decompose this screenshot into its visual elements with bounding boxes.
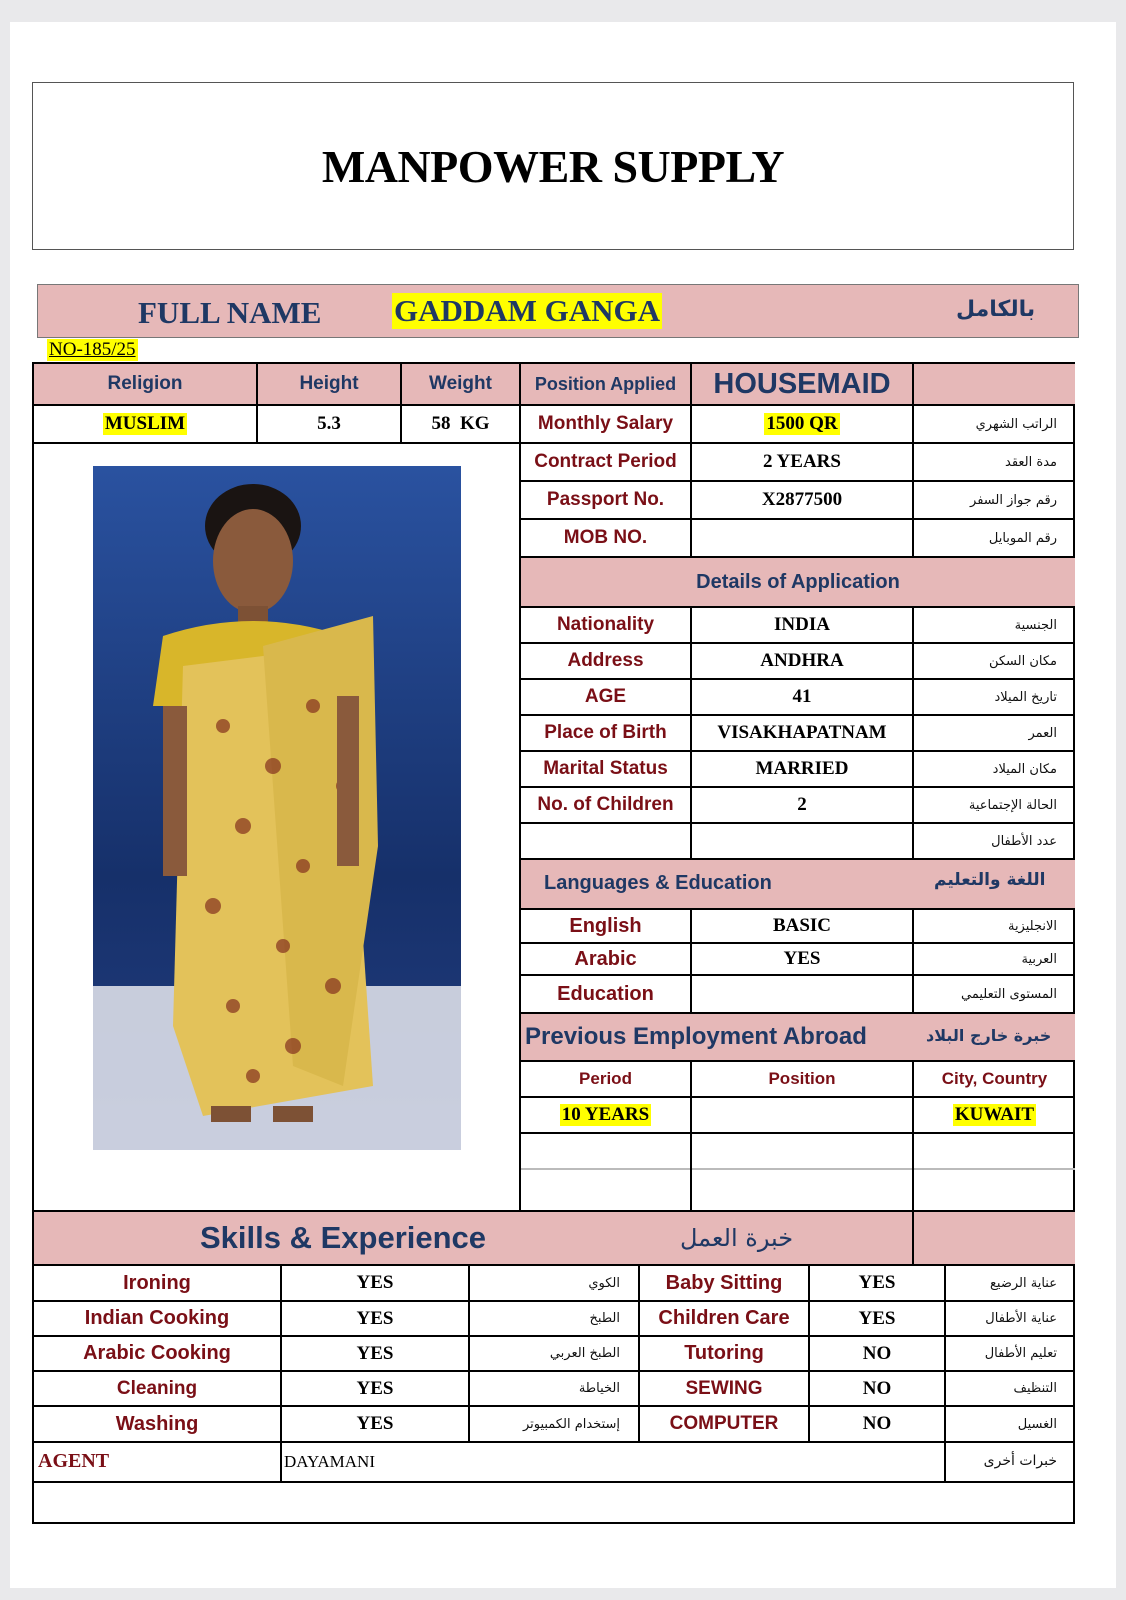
religion-header: Religion xyxy=(107,373,183,394)
skill-value-tutoring: NO xyxy=(862,1342,892,1364)
prev-position-value-2 xyxy=(692,1134,912,1168)
skill-arabic-ironing: الكوي xyxy=(588,1275,620,1291)
arabic-language-value: YES xyxy=(783,948,821,969)
prev-period-value-2 xyxy=(521,1134,690,1168)
skill-arabic-indian-cooking: الطبخ xyxy=(589,1311,620,1326)
english-value: BASIC xyxy=(772,915,832,936)
mobile-label: MOB NO. xyxy=(563,527,648,548)
prev-period-cell xyxy=(521,1098,690,1132)
weight-value: 58 KG xyxy=(431,413,490,434)
position-applied-value: HOUSEMAID xyxy=(713,367,891,400)
blank-detail-label xyxy=(521,824,690,858)
blank-detail-arabic: عدد الأطفال xyxy=(991,833,1057,849)
agent-arabic: خبرات أخرى xyxy=(983,1453,1057,1469)
prev-city-cell xyxy=(914,1098,1075,1132)
arabic-language-arabic: العربية xyxy=(1021,951,1057,967)
address-value: ANDHRA xyxy=(760,650,844,671)
address-arabic: مكان السكن xyxy=(988,653,1057,669)
skill-value-washing: YES xyxy=(356,1413,394,1434)
contract-period-label: Contract Period xyxy=(534,451,677,472)
monthly-salary-arabic: الراتب الشهري xyxy=(975,416,1057,432)
height-header: Height xyxy=(299,373,359,394)
skill-arabic-sewing: التنظيف xyxy=(1013,1381,1057,1396)
passport-arabic: رقم جواز السفر xyxy=(970,492,1057,508)
education-arabic: المستوى التعليمي xyxy=(961,986,1057,1002)
passport-label: Passport No. xyxy=(546,489,665,510)
prev-position-value xyxy=(692,1098,912,1132)
prev-city-value-3 xyxy=(914,1170,1075,1210)
previous-employment-arabic: خبرة خارج البلاد xyxy=(926,1026,1052,1045)
skill-label-cleaning: Cleaning xyxy=(116,1377,198,1399)
children-value: 2 xyxy=(797,794,807,815)
languages-heading: Languages & Education xyxy=(544,872,772,894)
skill-arabic-arabic-cooking: الطبخ العربي xyxy=(549,1346,620,1361)
children-arabic: الحالة الإجتماعية xyxy=(968,797,1057,813)
monthly-salary-value: 1500 QR xyxy=(766,413,838,434)
english-arabic: الانجليزية xyxy=(1007,918,1057,934)
agent-value: DAYAMANI xyxy=(284,1452,375,1471)
skill-value-computer: NO xyxy=(862,1413,892,1434)
nationality-arabic: الجنسية xyxy=(1014,617,1057,633)
skill-label-washing: Washing xyxy=(115,1412,199,1435)
prev-position-value-3 xyxy=(692,1170,912,1210)
age-label: AGE xyxy=(584,686,627,707)
place-of-birth-value: VISAKHAPATNAM xyxy=(717,722,887,743)
page-title: MANPOWER SUPPLY xyxy=(321,140,785,192)
position-column-header: Position xyxy=(768,1069,836,1088)
arabic-language-label: Arabic xyxy=(574,947,637,970)
skill-value-cleaning: YES xyxy=(356,1377,394,1399)
position-applied-label: Position Applied xyxy=(534,373,677,394)
skill-arabic-baby-sitting: عناية الرضيع xyxy=(990,1275,1057,1291)
monthly-salary-cell xyxy=(692,406,912,442)
education-value xyxy=(692,976,912,1012)
full-name-arabic: بالكامل xyxy=(956,297,1036,322)
skill-arabic-computer: الغسيل xyxy=(1017,1416,1057,1432)
religion-value: MUSLIM xyxy=(104,413,186,434)
prev-period-value-3 xyxy=(521,1170,690,1210)
skill-arabic-tutoring: تعليم الأطفال xyxy=(984,1346,1057,1361)
skills-heading: Skills & Experience xyxy=(200,1220,487,1255)
marital-status-value: MARRIED xyxy=(755,758,849,779)
contract-period-arabic: مدة العقد xyxy=(1005,454,1057,470)
full-name-value: GADDAM GANGA xyxy=(394,293,661,328)
place-of-birth-arabic: العمر xyxy=(1028,725,1057,741)
marital-status-arabic: مكان الميلاد xyxy=(992,761,1057,777)
height-value: 5.3 xyxy=(317,413,341,434)
agent-label: AGENT xyxy=(38,1450,110,1472)
document-page xyxy=(10,22,1116,1588)
applicant-table xyxy=(32,362,1075,1524)
skill-label-indian-cooking: Indian Cooking xyxy=(84,1307,230,1329)
languages-heading-arabic: اللغة والتعليم xyxy=(934,870,1046,890)
nationality-value: INDIA xyxy=(774,614,830,635)
nationality-label: Nationality xyxy=(556,614,655,635)
skill-arabic-cleaning: الخياطة xyxy=(578,1381,620,1396)
skill-value-ironing: YES xyxy=(356,1272,394,1293)
reference-number: NO-185/25 xyxy=(49,339,136,360)
passport-value: X2877500 xyxy=(761,489,843,510)
skill-arabic-children-care: عناية الأطفال xyxy=(985,1311,1057,1326)
contract-period-value: 2 YEARS xyxy=(763,451,841,472)
skill-label-baby-sitting: Baby Sitting xyxy=(665,1271,783,1294)
previous-employment-heading: Previous Employment Abroad xyxy=(525,1023,867,1050)
skill-value-sewing: NO xyxy=(862,1377,892,1399)
skill-arabic-washing: إستخدام الكمبيوتر xyxy=(522,1416,620,1432)
education-label: Education xyxy=(557,982,654,1005)
skill-label-children-care: Children Care xyxy=(658,1307,790,1329)
monthly-salary-label: Monthly Salary xyxy=(537,413,674,434)
name-bar xyxy=(37,284,1079,338)
skill-value-indian-cooking: YES xyxy=(356,1307,394,1329)
marital-status-label: Marital Status xyxy=(543,758,668,779)
skill-value-arabic-cooking: YES xyxy=(356,1342,394,1364)
skill-value-baby-sitting: YES xyxy=(858,1272,896,1293)
age-value: 41 xyxy=(792,686,812,707)
skills-heading-arabic: خبرة العمل xyxy=(680,1224,794,1252)
english-label: English xyxy=(569,914,642,937)
skill-label-arabic-cooking: Arabic Cooking xyxy=(83,1342,231,1364)
title-box xyxy=(32,82,1074,250)
place-of-birth-label: Place of Birth xyxy=(544,722,667,743)
full-name-label: FULL NAME xyxy=(138,295,322,330)
mobile-value xyxy=(692,520,912,556)
skill-value-children-care: YES xyxy=(858,1307,896,1329)
blank-detail-value xyxy=(692,824,912,858)
prev-city-value-2 xyxy=(914,1134,1075,1168)
applicant-photo xyxy=(93,466,461,1150)
children-label: No. of Children xyxy=(537,794,674,815)
prev-period-value: 10 YEARS xyxy=(561,1104,650,1125)
religion-cell xyxy=(34,406,256,442)
age-arabic: تاريخ الميلاد xyxy=(994,689,1057,705)
skills-header-bg xyxy=(34,1210,1075,1264)
period-column-header: Period xyxy=(579,1069,632,1088)
skill-label-tutoring: Tutoring xyxy=(684,1342,764,1364)
city-column-header: City, Country xyxy=(941,1069,1048,1088)
mobile-arabic: رقم الموبايل xyxy=(988,530,1057,546)
weight-header: Weight xyxy=(429,373,492,394)
address-label: Address xyxy=(567,650,644,671)
skill-label-sewing: SEWING xyxy=(685,1377,763,1399)
details-heading: Details of Application xyxy=(696,570,900,593)
skill-label-computer: COMPUTER xyxy=(669,1413,779,1434)
prev-city-value: KUWAIT xyxy=(954,1104,1035,1125)
skill-label-ironing: Ironing xyxy=(123,1271,191,1294)
